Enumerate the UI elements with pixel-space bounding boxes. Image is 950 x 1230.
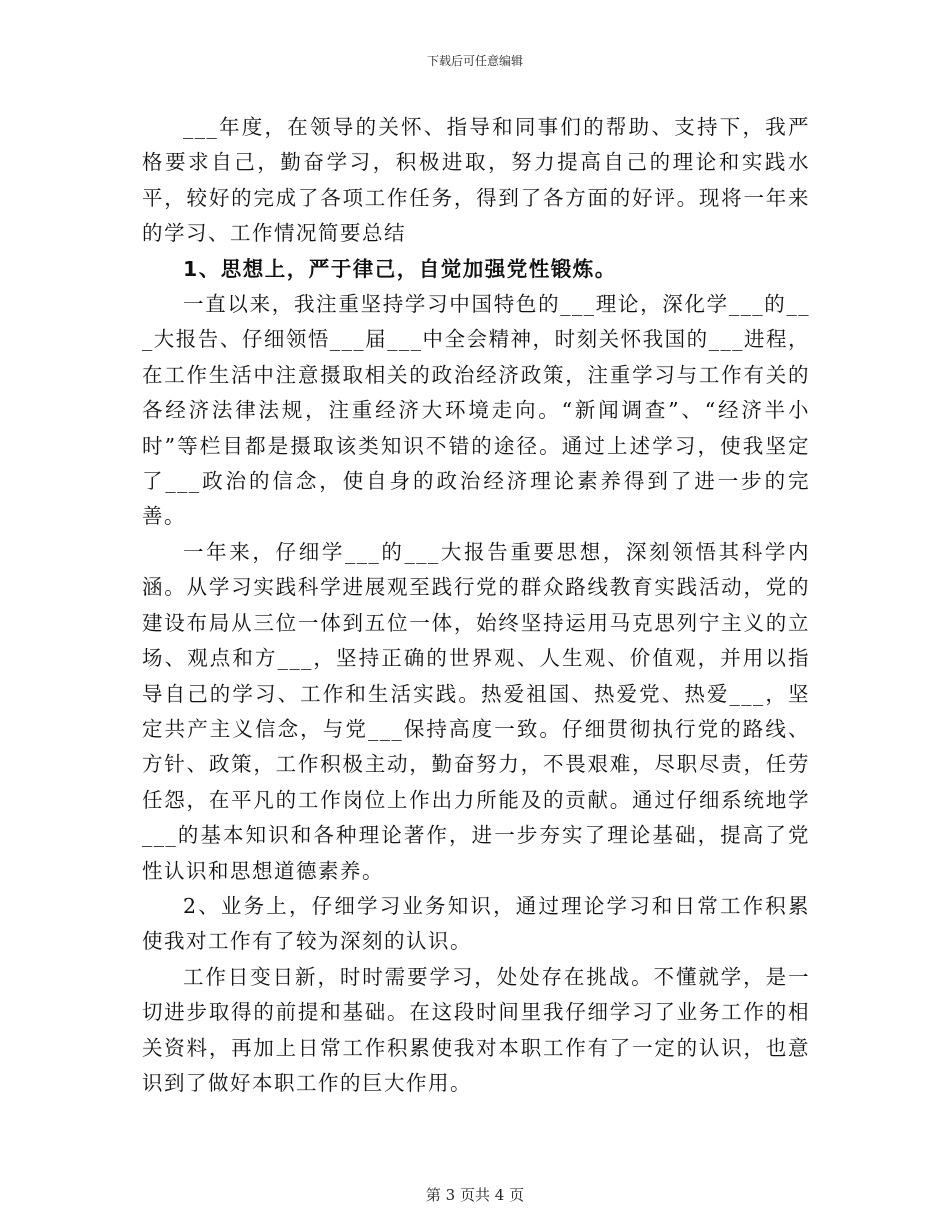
intro-paragraph: ___年度，在领导的关怀、指导和同事们的帮助、支持下，我严格要求自己，勤奋学习，积极进取，努力提高自己的理论和实践水平，较好的完成了各项工作任务，得到了各方面的好评。现将一年来的学习、工作情况简要总结 bbox=[142, 115, 810, 246]
ideology-paragraph-1: 一直以来，我注重坚持学习中国特色的___理论，深化学___的___大报告、仔细领悟___届___中全会精神，时刻关怀我国的___进程，在工作生活中注意摄取相关的政治经济政策，注重学习与工作有关的各经济法律法规，注重经济大环境走向。“新闻调查”、“经济半小时”等栏目都是摄取该类知识不错的途径。通过上述学习，使我坚定了___政治的信念，使自身的政治经济理论素养得到了进一步的完善。 bbox=[142, 292, 810, 529]
document-body bbox=[142, 110, 810, 1101]
ideology-paragraph-2: 一年来，仔细学___的___大报告重要思想，深刻领悟其科学内涵。从学习实践科学进展观至践行党的群众路线教育实践活动，党的建设布局从三位一体到五位一体，始终坚持运用马克思列宁主义的立场、观点和方___，坚持正确的世界观、人生观、价值观，并用以指导自己的学习、工作和生活实践。热爱祖国、热爱党、热爱___，坚定共产主义信念，与党___保持高度一致。仔细贯彻执行党的路线、方针、政策，工作积极主动，勤奋努力，不畏艰难，尽职尽责，任劳任怨，在平凡的工作岗位上作出力所能及的贡献。通过仔细系统地学___的基本知识和各种理论著作，进一步夯实了理论基础，提高了党性认识和思想道德素养。 bbox=[142, 539, 810, 883]
page-header: 下载后可任意编辑 bbox=[426, 54, 523, 68]
section-heading-ideology: 1、思想上，严于律己，自觉加强党性锻炼。 bbox=[183, 256, 617, 281]
section-heading-business: 2、业务上，仔细学习业务知识，通过理论学习和日常工作积累使我对工作有了较为深刻的认识。 bbox=[142, 893, 810, 954]
business-paragraph: 工作日变日新，时时需要学习，处处存在挑战。不懂就学，是一切进步取得的前提和基础。在这段时间里我仔细学习了业务工作的相关资料，再加上日常工作积累使我对本职工作有了一定的认识，也意识到了做好本职工作的巨大作用。 bbox=[142, 964, 810, 1095]
page-footer: 第 3 页共 4 页 bbox=[425, 1186, 525, 1204]
